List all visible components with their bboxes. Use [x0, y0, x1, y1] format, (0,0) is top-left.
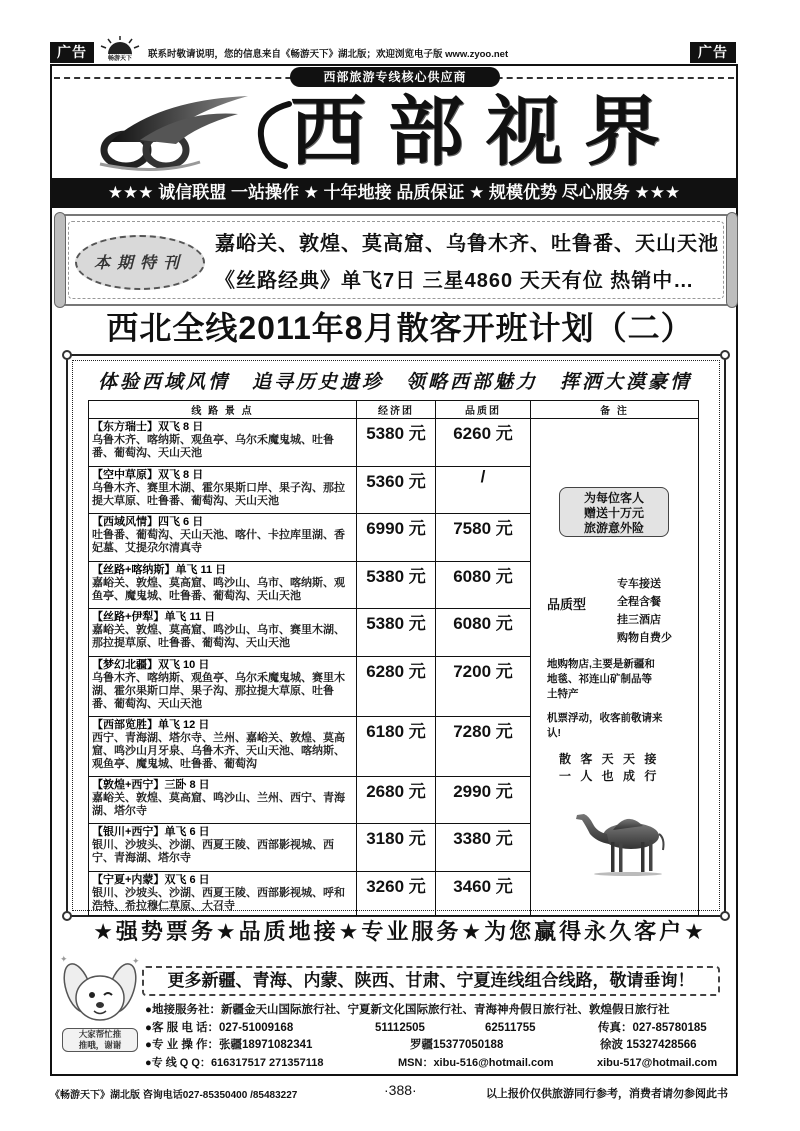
route-title	[92, 421, 353, 434]
contact-im	[145, 1055, 735, 1073]
route-name: 【梦幻北疆】	[92, 659, 158, 671]
header-economy: 经济团	[357, 401, 436, 419]
quality-price: 3460 元	[436, 872, 531, 916]
route-title	[92, 516, 353, 529]
camel-illustration	[573, 804, 677, 876]
shopping-line: 地购物店,主要是新疆和	[547, 658, 655, 670]
route-name: 【空中草原】	[92, 469, 158, 481]
mascot	[56, 952, 144, 1054]
mascot-sign	[62, 1028, 138, 1052]
shopping-line: 地毯、祁连山矿制品等	[547, 673, 652, 685]
brand-swoosh-icon	[96, 90, 256, 174]
route-spots: 西宁、青海湖、塔尔寺、兰州、嘉峪关、敦煌、莫高窟、鸣沙山月牙泉、乌鲁木齐、天山天池、喀纳斯、观鱼亭、魔鬼城、吐鲁番、葡萄沟	[92, 732, 345, 770]
quality-price: 7200 元	[436, 657, 531, 717]
route-cell	[89, 824, 357, 872]
mascot-illustration	[56, 952, 144, 1030]
route-name: 【丝路+伊犁】	[92, 611, 165, 623]
route-title	[92, 469, 353, 482]
route-name: 【银川+西宁】	[92, 826, 165, 838]
closing-slogan: ★强势票务★品质地接★专业服务★为您赢得永久客户★	[93, 919, 707, 944]
brand-name: 西部视界	[290, 87, 682, 176]
route-cell	[89, 562, 357, 609]
route-spots: 银川、沙坡头、沙湖、西夏王陵、西部影视城、呼和浩特、希拉穆仁草原、大召寺	[92, 887, 345, 912]
economy-price: 2680 元	[357, 777, 436, 824]
special-issue-label: 本期特刊	[75, 235, 205, 290]
agency-list: 新疆金天山国际旅行社、宁夏新文化国际旅行社、青海神舟假日旅行社、敦煌假日旅行社	[220, 1004, 670, 1016]
contact-operators	[145, 1037, 735, 1055]
route-spots: 银川、沙坡头、沙湖、西夏王陵、西部影视城、西宁、青海湖、塔尔寺	[92, 839, 334, 864]
daily-line: 一 人 也 成 行	[559, 769, 660, 783]
route-name: 【宁夏+内蒙】	[92, 874, 165, 886]
phone-primary	[145, 1020, 293, 1038]
tier-feature: 购物自费少	[617, 632, 672, 644]
route-table	[88, 400, 699, 916]
header-notice: 联系时敬请说明，您的信息来自《畅游天下》湖北版；欢迎浏览电子版 www.zyoo.net	[148, 49, 509, 60]
special-package: 《丝路经典》单飞7日 三星4860 天天有位 热销中…	[215, 270, 695, 292]
route-title	[92, 719, 353, 732]
subtitle-phrase: 追寻历史遗珍	[251, 371, 384, 393]
quality-price: 7580 元	[436, 514, 531, 562]
route-trip: 双飞 8 日	[158, 421, 204, 433]
route-cell	[89, 609, 357, 657]
supplier-tagline: 西部旅游专线核心供应商	[290, 67, 500, 87]
header-route: 线 路 景 点	[89, 401, 357, 419]
corner-ornament	[720, 350, 730, 360]
quality-price: /	[436, 467, 531, 514]
corner-ornament	[62, 350, 72, 360]
phone-number: 62511755	[485, 1021, 536, 1034]
contact-label: ●客 服 电 话：	[145, 1021, 220, 1034]
table-row	[89, 419, 699, 467]
contact-block	[145, 1002, 735, 1072]
route-cell	[89, 777, 357, 824]
quality-tier-label: 品质型	[547, 597, 587, 612]
route-spots: 乌鲁木齐、喀纳斯、观鱼亭、乌尔禾魔鬼城、赛里木湖、霍尔果斯口岸、果子沟、那拉提大草原、吐鲁番、葡萄沟、天山天池	[92, 672, 345, 710]
ad-label-left: 广告	[50, 42, 94, 63]
contact-agencies	[145, 1002, 735, 1020]
insurance-line: 为每位客人	[583, 491, 644, 505]
footer-disclaimer: 以上报价仅供旅游同行参考，消费者请勿参阅此书	[486, 1088, 728, 1100]
route-spots: 嘉峪关、敦煌、莫高窟、鸣沙山、乌市、喀纳斯、观鱼亭、魔鬼城、吐鲁番、葡萄沟、天山天池	[92, 577, 345, 602]
msn-address: xibu-517@hotmail.com	[597, 1056, 718, 1069]
economy-price: 6180 元	[357, 717, 436, 777]
route-title	[92, 659, 353, 672]
route-trip: 双飞 6 日	[164, 874, 210, 886]
phone-number: 51112505	[375, 1021, 425, 1034]
subtitle-phrase: 体验西域风情	[98, 371, 231, 393]
route-title	[92, 874, 353, 887]
route-name: 【丝路+喀纳斯】	[92, 564, 176, 576]
quality-tier-features	[617, 575, 672, 647]
economy-price: 3260 元	[357, 872, 436, 916]
quality-price: 7280 元	[436, 717, 531, 777]
shopping-line: 土特产	[547, 688, 579, 700]
route-title	[92, 779, 353, 792]
contact-phone	[145, 1020, 735, 1038]
economy-price: 5380 元	[357, 419, 436, 467]
page-number: ·388·	[384, 1082, 417, 1098]
phone-number: 027-51009168	[219, 1021, 294, 1034]
daily-departure-note	[559, 751, 659, 785]
scroll-curl-left	[54, 212, 66, 308]
ad-label-right: 广告	[690, 42, 736, 63]
mascot-sign-line: 大家帮忙推	[78, 1029, 122, 1039]
slogan-band: ★★★ 诚信联盟 一站操作 ★ 十年地接 品质保证 ★ 规模优势 尽心服务 ★★★	[52, 178, 736, 208]
airfare-line: 认!	[547, 727, 561, 739]
qq-primary	[145, 1055, 324, 1073]
notes-box	[531, 419, 698, 913]
route-trip: 双飞 10 日	[158, 659, 210, 671]
operator-contact: 徐波 15327428566	[600, 1039, 697, 1051]
quality-price: 6260 元	[436, 419, 531, 467]
subtitle	[90, 370, 700, 394]
economy-price: 5380 元	[357, 609, 436, 657]
route-cell	[89, 872, 357, 916]
route-name: 【敦煌+西宁】	[92, 779, 165, 791]
page-title: 西北全线2011年8月散客开班计划（二）	[106, 310, 694, 346]
logo-small-text: 畅游天下	[107, 56, 132, 62]
route-trip: 单飞 11 日	[175, 564, 227, 576]
brand-curve-icon	[255, 96, 295, 172]
daily-line: 散 客 天 天 接	[559, 752, 660, 766]
route-name: 【西部览胜】	[92, 719, 158, 731]
route-trip: 单飞 6 日	[164, 826, 210, 838]
route-cell	[89, 657, 357, 717]
contact-label: ●专 线 Q Q：	[145, 1056, 211, 1069]
route-title	[92, 826, 353, 839]
header-notes: 备 注	[531, 401, 699, 419]
footer-publication: 《畅游天下》湖北版 咨询电话027-85350400 /85483227	[50, 1090, 298, 1101]
quality-price: 3380 元	[436, 824, 531, 872]
svg-text:✦: ✦	[132, 956, 140, 966]
notes-cell	[531, 419, 699, 916]
quality-price: 6080 元	[436, 562, 531, 609]
operator-contact: 罗疆15377050188	[410, 1039, 504, 1051]
route-name: 【东方瑞士】	[92, 421, 158, 433]
quality-price: 2990 元	[436, 777, 531, 824]
operator-contact: 张疆18971082341	[219, 1039, 313, 1051]
route-cell	[89, 514, 357, 562]
route-spots: 吐鲁番、葡萄沟、天山天池、喀什、卡拉库里湖、香妃墓、艾提尕尔清真寺	[92, 529, 345, 554]
tier-feature: 挂三酒店	[617, 614, 661, 626]
route-cell	[89, 717, 357, 777]
table-header-row	[89, 401, 699, 419]
qq-numbers: 616317517 271357118	[210, 1056, 324, 1069]
mascot-sign-line: 推哦，谢谢	[78, 1040, 122, 1050]
economy-price: 3180 元	[357, 824, 436, 872]
route-spots: 嘉峪关、敦煌、莫高窟、鸣沙山、乌市、赛里木湖、那拉提草原、吐鲁番、葡萄沟、天山天池	[92, 624, 345, 649]
insurance-line: 赠送十万元	[583, 506, 644, 520]
more-routes-banner: 更多新疆、青海、内蒙、陕西、甘肃、宁夏连线组合线路，敬请垂询！	[142, 966, 720, 996]
insurance-badge	[559, 487, 669, 537]
airfare-line: 机票浮动，收客前敬请来	[547, 712, 663, 724]
airfare-note	[547, 711, 663, 741]
route-trip: 四飞 6 日	[158, 516, 204, 528]
route-title	[92, 564, 353, 577]
tier-feature: 全程含餐	[617, 596, 661, 608]
route-trip: 单飞 11 日	[164, 611, 216, 623]
route-trip: 双飞 8 日	[158, 469, 204, 481]
svg-text:✦: ✦	[60, 954, 68, 964]
route-title	[92, 611, 353, 624]
operator-primary	[145, 1037, 312, 1055]
route-spots: 嘉峪关、敦煌、莫高窟、鸣沙山、兰州、西宁、青海湖、塔尔寺	[92, 792, 345, 817]
economy-price: 6990 元	[357, 514, 436, 562]
quality-price: 6080 元	[436, 609, 531, 657]
route-spots: 乌鲁木齐、赛里木湖、霍尔果斯口岸、果子沟、那拉提大草原、吐鲁番、葡萄沟、天山天池	[92, 482, 345, 507]
insurance-line: 旅游意外险	[583, 521, 644, 535]
economy-price: 5380 元	[357, 562, 436, 609]
tier-feature: 专车接送	[617, 578, 661, 590]
economy-price: 6280 元	[357, 657, 436, 717]
subtitle-phrase: 挥洒大漠豪情	[559, 371, 692, 393]
shopping-note	[547, 657, 655, 702]
msn-address: MSN：xibu-516@hotmail.com	[398, 1056, 554, 1069]
route-name: 【西域风情】	[92, 516, 158, 528]
scroll-curl-right	[726, 212, 738, 308]
special-destinations: 嘉峪关、敦煌、莫高窟、乌鲁木齐、吐鲁番、天山天池	[215, 233, 719, 255]
contact-label: ●专 业 操 作：	[145, 1039, 220, 1051]
route-trip: 单飞 12 日	[158, 719, 210, 731]
route-spots: 乌鲁木齐、喀纳斯、观鱼亭、乌尔禾魔鬼城、吐鲁番、葡萄沟、天山天池	[92, 434, 334, 459]
sun-logo-icon	[100, 36, 140, 56]
header-quality: 品质团	[436, 401, 531, 419]
route-cell	[89, 467, 357, 514]
fax-number: 传真：027-85780185	[598, 1021, 707, 1034]
route-trip: 三卧 8 日	[164, 779, 210, 791]
subtitle-phrase: 领略西部魅力	[405, 371, 538, 393]
contact-label: ●地接服务社：	[145, 1004, 221, 1016]
route-cell	[89, 419, 357, 467]
economy-price: 5360 元	[357, 467, 436, 514]
